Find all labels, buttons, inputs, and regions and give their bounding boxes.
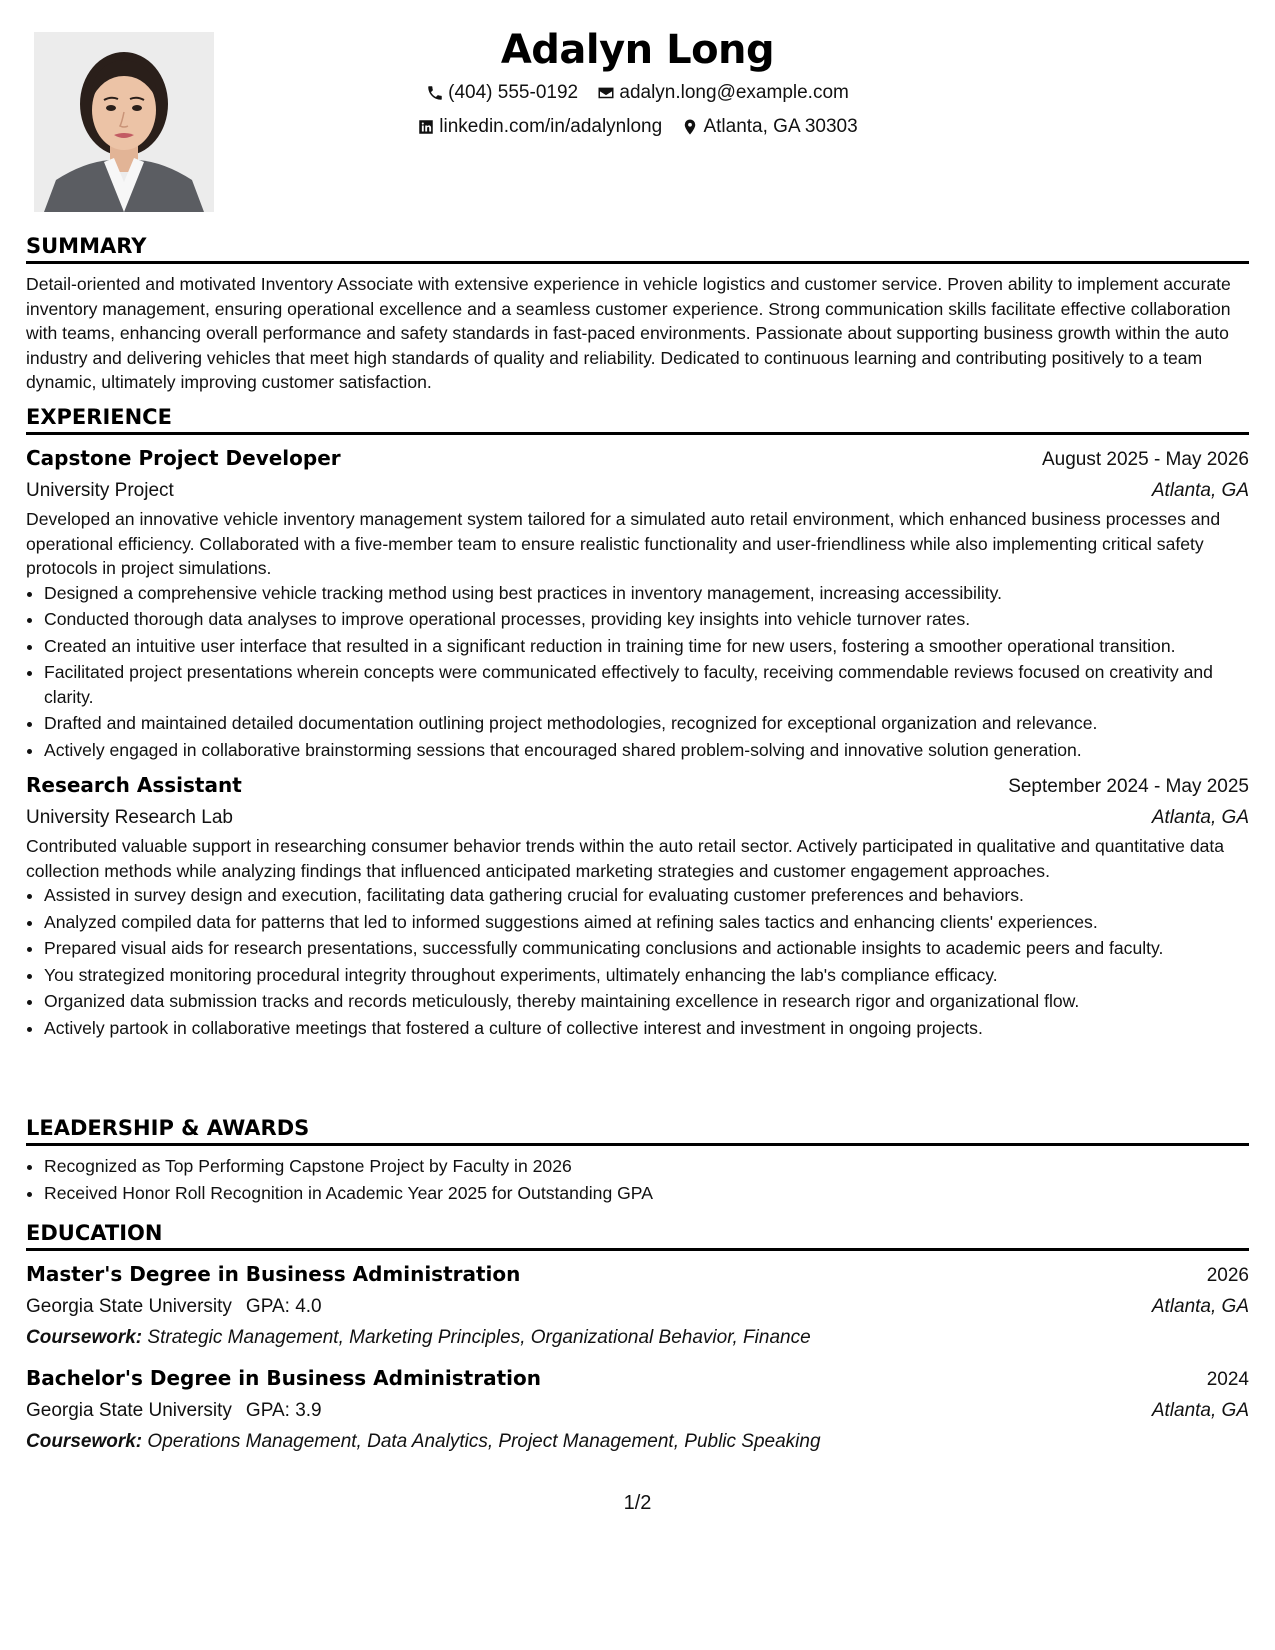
school-location: Atlanta, GA [1151,1296,1249,1317]
degree-year: 2026 [1206,1265,1249,1286]
list-item: • Designed a comprehensive vehicle tracking method using best practices in inventory management, increasing accessibility. [44,581,1249,606]
candidate-name: Adalyn Long [500,27,775,73]
list-item: • Facilitated project presentations wherein concepts were communicated effectively to faculty, receiving commendable reviews focused on creativity and clarity. [44,660,1249,709]
school-line [26,1395,322,1427]
coursework-label: Coursework: [26,1327,143,1348]
linkedin-text[interactable]: linkedin.com/in/adalynlong [439,116,663,137]
section-title: LEADERSHIP & AWARDS [26,1115,1249,1146]
job-location: Atlanta, GA [1151,807,1249,828]
school-name: Georgia State University [26,1400,232,1421]
location-text: Atlanta, GA 30303 [703,116,858,137]
gpa: GPA: 3.9 [245,1400,322,1421]
list-item: • Actively partook in collaborative meetings that fostered a culture of collective interest and investment in ongoing projects. [44,1016,1249,1041]
job-title: Research Assistant [26,773,242,797]
job-org: University Research Lab [26,807,233,828]
leadership-section [26,1115,1249,1207]
job-title: Capstone Project Developer [26,446,341,470]
summary-text: Detail-oriented and motivated Inventory Associate with extensive experience in vehicle logistics and customer service. Proven ability to implement accurate inventory management, ensuring operational excellence and a seamless customer experience. Strong communication skills facilitate effective collaboration with teams, enhancing overall performance and safety standards in fast-paced environments. Passionate about supporting business growth within the auto industry and delivering vehicles that meet high standards of quality and reliability. Dedicated to continuous learning and contributing positively to a team dynamic, ultimately improving customer satisfaction. [26,274,1231,392]
job-org: University Project [26,480,174,501]
list-item: • Assisted in survey design and execution, facilitating data gathering crucial for evaluating customer preferences and behaviors. [44,883,1249,908]
education-entry [26,1363,1249,1457]
degree-year: 2024 [1206,1369,1249,1390]
degree-title: Bachelor's Degree in Business Administration [26,1366,541,1390]
email-text[interactable]: adalyn.long@example.com [619,82,849,103]
job-entry [26,770,1249,1040]
section-title: EDUCATION [26,1220,1249,1251]
awards-list [26,1154,1249,1205]
coursework [26,1427,1249,1457]
list-item: • Recognized as Top Performing Capstone Project by Faculty in 2026 [44,1154,1249,1179]
page-number: 1/2 [623,1492,652,1514]
school-line [26,1291,322,1323]
coursework [26,1323,1249,1353]
experience-section [26,404,1249,1042]
list-item: • Analyzed compiled data for patterns that led to informed suggestions aimed at refining sales tactics and enhancing clients' experiences. [44,910,1249,935]
coursework-text: Strategic Management, Marketing Principles, Organizational Behavior, Finance [147,1327,811,1348]
school-name: Georgia State University [26,1296,232,1317]
education-section [26,1220,1249,1457]
list-item: • Received Honor Roll Recognition in Academic Year 2025 for Outstanding GPA [44,1181,1249,1206]
summary-section [26,233,1249,395]
phone-icon [426,84,444,102]
job-bullets [26,883,1249,1040]
job-description: Developed an innovative vehicle inventory management system tailored for a simulated auto retail environment, which enhanced business processes and operational efficiency. Collaborated with a five-member team to ensure realistic functionality and user-friendliness while also implementing critical safety protocols in project simulations. [26,509,1221,578]
degree-title: Master's Degree in Business Administration [26,1262,521,1286]
gpa: GPA: 4.0 [245,1296,322,1317]
list-item: • Actively engaged in collaborative brainstorming sessions that encouraged shared problem-solving and innovative solution generation. [44,738,1249,763]
coursework-text: Operations Management, Data Analytics, Project Management, Public Speaking [147,1431,821,1452]
list-item: • Created an intuitive user interface that resulted in a significant reduction in training time for new users, fostering a smoother operational transition. [44,634,1249,659]
list-item: • Organized data submission tracks and records meticulously, thereby maintaining excellence in research rigor and organizational flow. [44,989,1249,1014]
phone-text: (404) 555-0192 [448,82,579,103]
resume-header [26,22,1249,146]
list-item: • You strategized monitoring procedural integrity throughout experiments, ultimately enhancing the lab's compliance efficacy. [44,963,1249,988]
phone-contact [426,78,578,108]
job-location: Atlanta, GA [1151,480,1249,501]
contact-line-1 [26,78,1249,112]
job-entry [26,443,1249,762]
education-entry [26,1259,1249,1353]
linkedin-contact[interactable] [417,112,662,142]
list-item: • Prepared visual aids for research presentations, successfully communicating conclusions and actionable insights to academic peers and faculty. [44,936,1249,961]
envelope-icon [597,84,615,102]
resume-page [26,0,1249,1650]
section-title: EXPERIENCE [26,404,1249,435]
list-item: • Conducted thorough data analyses to improve operational processes, providing key insights into vehicle turnover rates. [44,607,1249,632]
job-bullets [26,581,1249,763]
section-title: SUMMARY [26,233,1249,264]
job-description: Contributed valuable support in researching consumer behavior trends within the auto retail sector. Actively participated in qualitative and quantitative data collection methods while analyzing findings that influenced anticipated marketing strategies and customer engagement approaches. [26,836,1225,881]
job-dates: September 2024 - May 2025 [1008,776,1249,797]
school-location: Atlanta, GA [1151,1400,1249,1421]
contact-line-2 [26,112,1249,146]
list-item: • Drafted and maintained detailed documentation outlining project methodologies, recognized for exceptional organization and relevance. [44,711,1249,736]
job-dates: August 2025 - May 2026 [1041,449,1249,470]
location-contact [681,112,857,142]
map-pin-icon [681,118,699,136]
email-contact[interactable] [597,78,848,108]
linkedin-icon [417,118,435,136]
coursework-label: Coursework: [26,1431,143,1452]
